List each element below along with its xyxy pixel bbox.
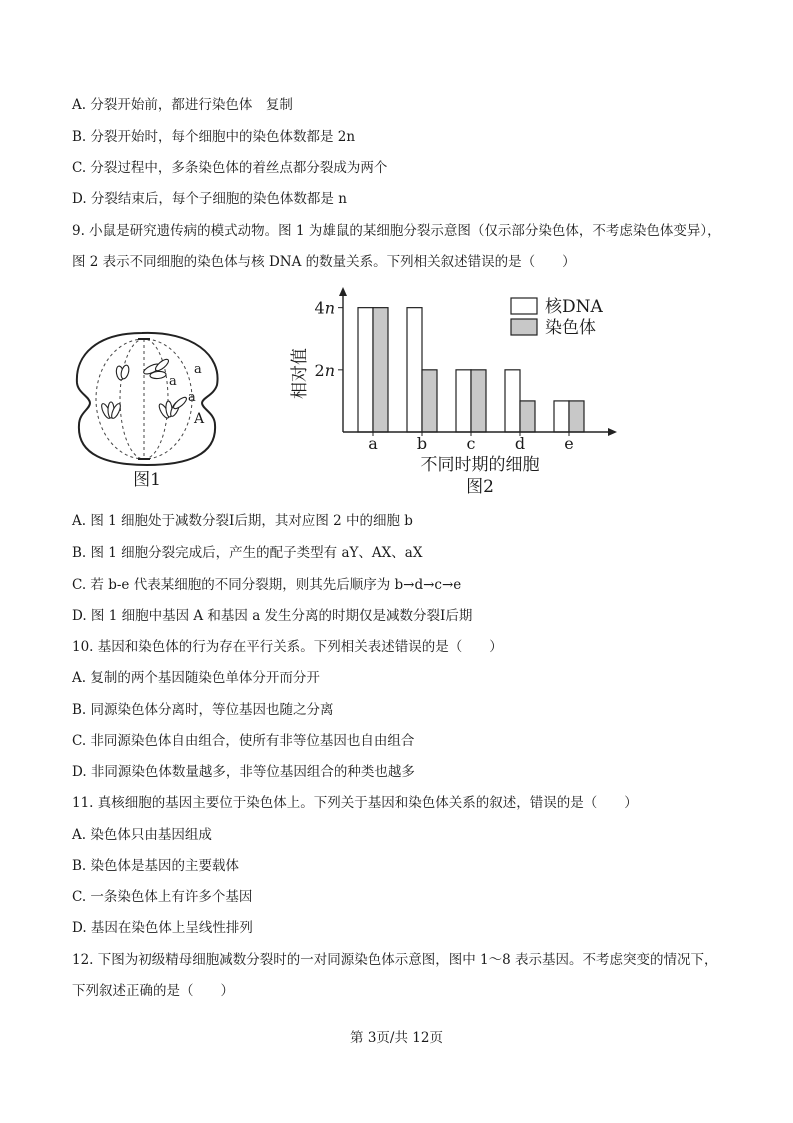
legend-label-chromosome: 染色体 xyxy=(545,318,596,338)
cell-membrane xyxy=(77,333,218,465)
q9-stem-line1: 9. 小鼠是研究遗传病的模式动物。图 1 为雄鼠的某细胞分裂示意图（仅示部分染色体，不考虑染色体变异）， xyxy=(72,223,721,239)
q8-option-b: B. 分裂开始时，每个细胞中的染色体数都是 2n xyxy=(72,129,356,145)
q11-option-a: A. 染色体只由基因组成 xyxy=(72,827,212,843)
gene-label-a-upper-right: a xyxy=(194,362,202,377)
gene-label-A: A xyxy=(194,411,205,427)
gene-label-a-lower: a xyxy=(188,390,196,405)
x-tick-label-e: e xyxy=(564,434,574,453)
page-footer: 第 3页/共 12页 xyxy=(350,1030,443,1046)
x-tick-label-b: b xyxy=(416,434,428,453)
q11-option-d: D. 基因在染色体上呈线性排列 xyxy=(72,920,253,936)
q9-stem-line2: 图 2 表示不同细胞的染色体与核 DNA 的数量关系。下列相关叙述错误的是（ ） xyxy=(72,254,576,270)
x-tick-label-d: d xyxy=(514,434,526,453)
figure-2-chart xyxy=(283,284,633,499)
bar-b-dna xyxy=(407,308,422,432)
q10-option-b: B. 同源染色体分离时，等位基因也随之分离 xyxy=(72,702,334,718)
figure-1-svg xyxy=(72,325,222,495)
q10-option-d: D. 非同源染色体数量越多，非等位基因组合的种类也越多 xyxy=(72,764,415,780)
q12-stem-line1: 12. 下图为初级精母细胞减数分裂时的一对同源染色体示意图，图中 1～8 表示基因。不考虑突变的情况下， xyxy=(72,952,718,968)
legend-swatch-chromosome xyxy=(511,319,537,335)
q11-stem: 11. 真核细胞的基因主要位于染色体上。下列关于基因和染色体关系的叙述，错误的是（ ） xyxy=(72,795,638,811)
chart-legend xyxy=(511,297,604,338)
x-ticks xyxy=(368,432,574,453)
figure-2 xyxy=(283,284,633,499)
q9-option-d: D. 图 1 细胞中基因 A 和基因 a 发生分离的时期仅是减数分裂Ⅰ后期 xyxy=(72,608,473,624)
figure-1-caption: 图1 xyxy=(133,470,161,490)
legend-label-dna: 核DNA xyxy=(545,297,603,317)
gene-label-a-middle: a xyxy=(169,374,177,389)
bar-c-chromosome xyxy=(471,370,486,432)
y-tick-label-4n: 4n xyxy=(314,298,335,318)
q8-option-a: A. 分裂开始前，都进行染色体 复制 xyxy=(72,97,293,113)
legend-swatch-dna xyxy=(511,298,537,314)
x-axis-arrow xyxy=(608,428,617,436)
bar-a-chromosome xyxy=(373,308,388,432)
q11-option-b: B. 染色体是基因的主要载体 xyxy=(72,858,240,874)
bar-e-dna xyxy=(554,401,569,432)
figure-2-caption: 图2 xyxy=(466,477,494,497)
q9-option-b: B. 图 1 细胞分裂完成后，产生的配子类型有 aY、AX、aX xyxy=(72,545,423,561)
bar-c-dna xyxy=(456,370,471,432)
y-axis-arrow xyxy=(339,287,347,296)
q8-option-d: D. 分裂结束后，每个子细胞的染色体数都是 n xyxy=(72,191,347,207)
y-ticks xyxy=(315,299,344,380)
q12-stem-line2: 下列叙述正确的是（ ） xyxy=(72,983,234,999)
x-tick-label-c: c xyxy=(466,434,476,453)
q9-option-a: A. 图 1 细胞处于减数分裂Ⅰ后期，其对应图 2 中的细胞 b xyxy=(72,513,413,529)
q10-option-c: C. 非同源染色体自由组合，使所有非等位基因也自由组合 xyxy=(72,733,415,749)
q8-option-c: C. 分裂过程中，多条染色体的着丝点都分裂成为两个 xyxy=(72,160,388,176)
bar-e-chromosome xyxy=(569,401,584,432)
q11-option-c: C. 一条染色体上有许多个基因 xyxy=(72,889,253,905)
bar-a-dna xyxy=(358,308,373,432)
y-tick-label-2n: 2n xyxy=(314,360,335,380)
y-axis-label: 相对值 xyxy=(290,348,310,399)
bar-d-chromosome xyxy=(520,401,535,432)
x-axis-label: 不同时期的细胞 xyxy=(420,455,540,475)
bar-b-chromosome xyxy=(422,370,437,432)
q10-option-a: A. 复制的两个基因随染色单体分开而分开 xyxy=(72,670,320,686)
q9-option-c: C. 若 b-e 代表某细胞的不同分裂期，则其先后顺序为 b→d→c→e xyxy=(72,577,462,593)
spindle-fibers xyxy=(96,339,192,459)
q10-stem: 10. 基因和染色体的行为存在平行关系。下列相关表述错误的是（ ） xyxy=(72,639,503,655)
figure-1 xyxy=(72,325,222,495)
bar-d-dna xyxy=(505,370,520,432)
x-tick-label-a: a xyxy=(368,434,378,453)
